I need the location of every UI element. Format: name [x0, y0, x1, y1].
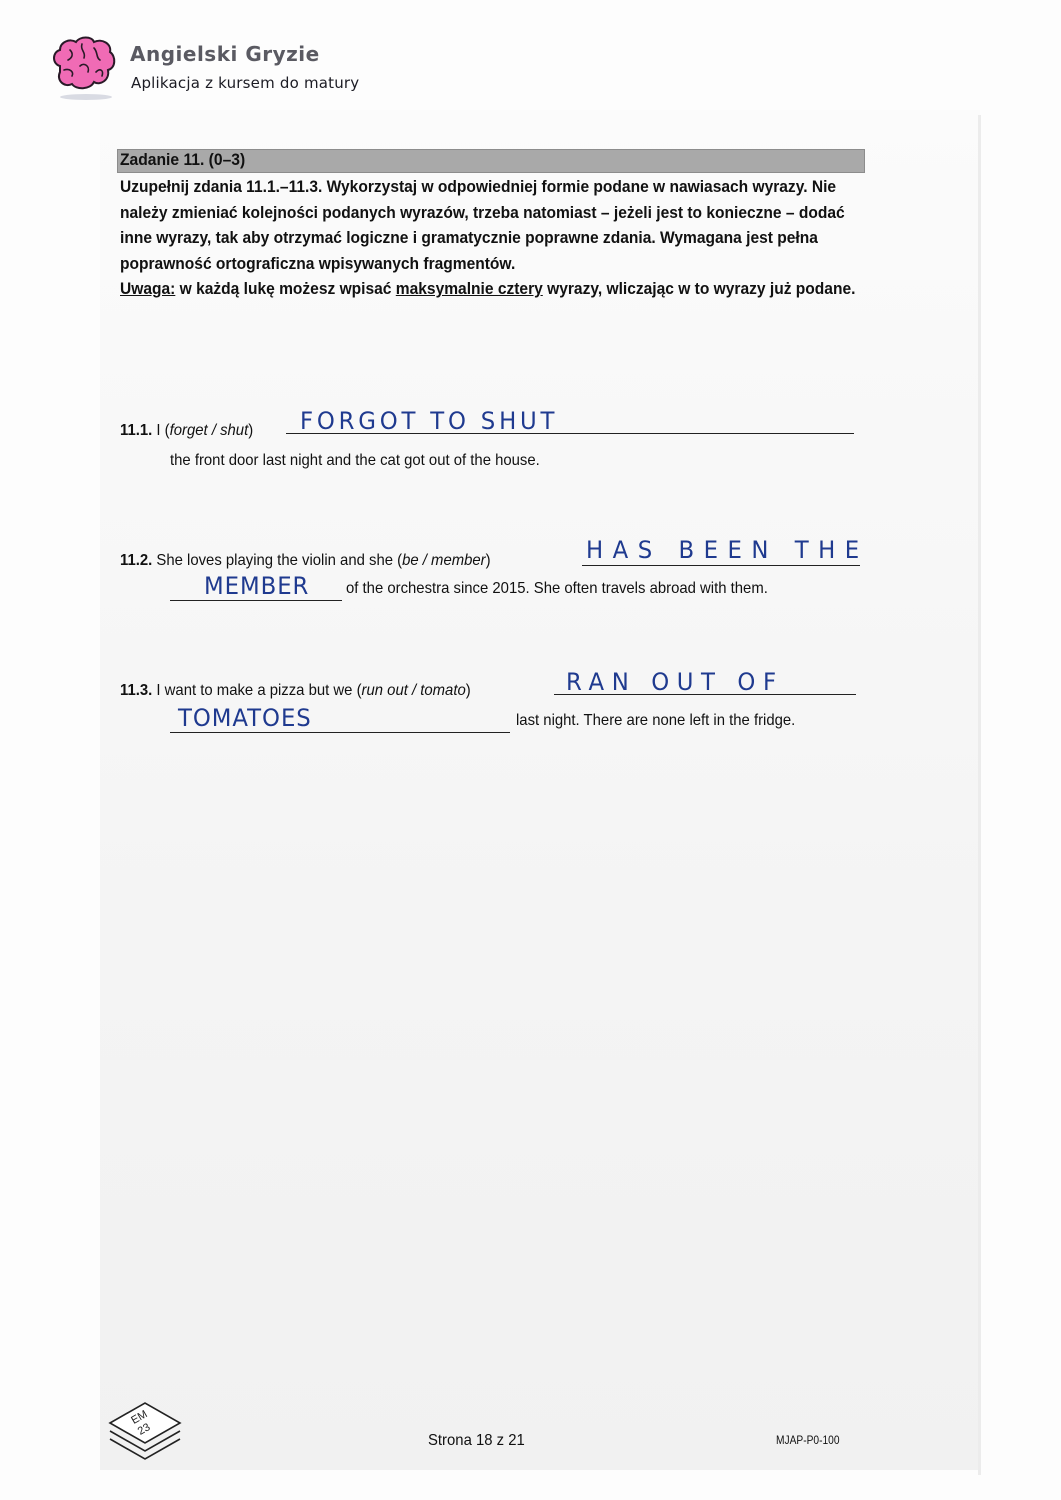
exam-code: MJAP-P0-100	[776, 1433, 840, 1447]
note-text-pre: w każdą lukę możesz wpisać	[175, 279, 396, 298]
brain-icon	[50, 36, 116, 92]
answer-blank-11-2a[interactable]	[582, 565, 860, 566]
item-11-3-suffix: last night. There are none left in the fridge.	[516, 712, 796, 729]
item-number: 11.2.	[120, 552, 153, 569]
page-number: Strona 18 z 21	[428, 1432, 525, 1449]
item-prefix: She loves playing the violin and she (	[156, 552, 403, 569]
item-prefix-close: )	[248, 422, 254, 439]
note-text-post: wyrazy, wliczając w to wyrazy już podane.	[542, 279, 856, 298]
brand-subtitle: Aplikacja z kursem do matury	[131, 74, 360, 92]
note	[120, 276, 879, 302]
item-prefix-close: )	[485, 552, 491, 569]
exam-logo-icon	[100, 1395, 190, 1465]
logo-text-em: EM	[129, 1408, 150, 1427]
answer-11-2-line1: HAS BEEN THE	[586, 536, 869, 564]
answer-11-3-line2: TOMATOES	[178, 704, 312, 732]
item-11-2-line1	[120, 552, 491, 570]
item-number: 11.1.	[120, 422, 153, 439]
item-prefix-close: )	[465, 682, 471, 699]
item-prefix: I (	[156, 422, 170, 439]
brand-header	[50, 30, 450, 110]
answer-11-1: FORGOT TO SHUT	[300, 407, 559, 435]
item-11-2-suffix: of the orchestra since 2015. She often travels abroad with them.	[346, 580, 768, 597]
scanned-page	[100, 110, 980, 1470]
brain-shadow	[60, 94, 112, 100]
task-title: Zadanie 11. (0–3)	[120, 150, 246, 169]
answer-blank-11-2b[interactable]	[170, 600, 342, 601]
item-11-1-suffix: the front door last night and the cat got out of the house.	[170, 452, 540, 469]
brand-title: Angielski Gryzie	[130, 42, 320, 66]
logo-text-year: 23	[135, 1421, 153, 1438]
item-hint: run out / tomato	[361, 682, 466, 699]
answer-11-3-line1: RAN OUT OF	[566, 668, 784, 696]
task-instructions	[120, 174, 879, 302]
note-label: Uwaga:	[120, 279, 176, 298]
item-hint: be / member	[402, 552, 486, 569]
item-prefix: I want to make a pizza but we (	[156, 682, 362, 699]
answer-blank-11-3b[interactable]	[170, 732, 510, 733]
item-number: 11.3.	[120, 682, 153, 699]
answer-11-2-line2: MEMBER	[204, 572, 310, 600]
item-hint: forget / shut	[169, 422, 249, 439]
instructions-text: Uzupełnij zdania 11.1.–11.3. Wykorzystaj w odpowiedniej formie podane w nawiasach wyrazy. Nie należy zmieniać kolejności podanych wyrazów, trzeba natomiast – jeżeli jest to konieczne – dodać inne wyrazy, tak aby otrzymać logiczne i gramatycznie poprawne zdania. Wymagana jest pełna poprawność ortograficzna wpisywanych fragmentów.	[120, 177, 845, 273]
item-11-1-line1	[120, 422, 253, 440]
item-11-3-line1	[120, 682, 471, 700]
note-emphasis: maksymalnie cztery	[395, 279, 543, 298]
page-edge	[978, 115, 981, 1475]
